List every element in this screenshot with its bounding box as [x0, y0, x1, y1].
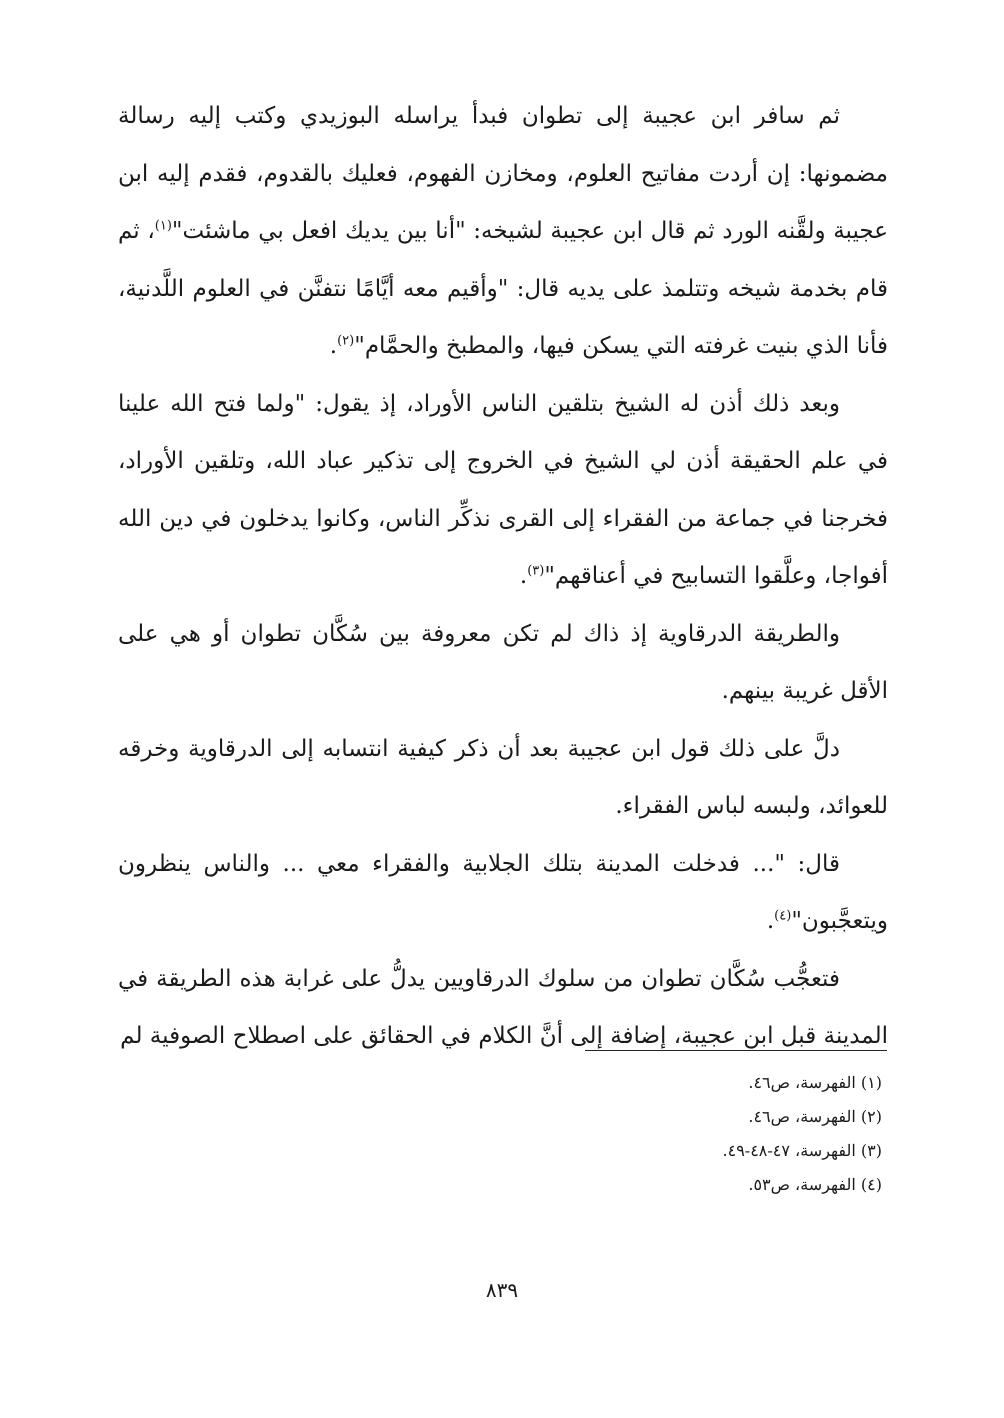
paragraph-5	[118, 836, 888, 951]
paragraph-6	[118, 951, 888, 1066]
paragraph-2-end: .	[519, 563, 528, 589]
footnote-ref-3: (٣)	[527, 563, 545, 579]
footnote-ref-1: (١)	[154, 218, 172, 234]
paragraph-1-text: ثم سافر ابن عجيبة إلى تطوان فبدأ يراسله البوزيدي وكتب إليه رسالة مضمونها: إن أردت مفاتيح العلوم، ومخازن الفهوم، فعليك بالقدوم، فقدم إليه ابن عجيبة ولقَّنه الورد ثم قال ابن عجيبة لشيخه: "أنا بين يديك افعل بي ماشئت"	[118, 103, 888, 244]
paragraph-1-end: .	[329, 333, 338, 359]
footnote-4: (٤) الفهرسة، ص٥٣.	[748, 1175, 882, 1194]
paragraph-4-text: دلَّ على ذلك قول ابن عجيبة بعد أن ذكر كيفية انتسابه إلى الدرقاوية وخرقه للعوائد، ولبسه لباس الفقراء.	[118, 735, 888, 819]
footnote-ref-2: (٢)	[337, 333, 355, 349]
footnote-1: (١) الفهرسة، ص٤٦.	[748, 1073, 882, 1092]
paragraph-3	[118, 606, 888, 721]
footnote-separator	[585, 1050, 887, 1051]
paragraph-2	[118, 376, 888, 606]
paragraph-5-end: .	[766, 908, 775, 934]
main-text	[118, 88, 888, 1066]
paragraph-5-text: قال: "... فدخلت المدينة بتلك الجلابية والفقراء معي ... والناس ينظرون ويتعجَّبون"	[118, 850, 888, 934]
paragraph-1	[118, 88, 888, 376]
paragraph-2-text: وبعد ذلك أذن له الشيخ بتلقين الناس الأوراد، إذ يقول: "ولما فتح الله علينا في علم الحقيقة أذن لي الشيخ في الخروج إلى تذكير عباد الله، وتلقين الأوراد، فخرجنا في جماعة من الفقراء إلى القرى نذكِّر الناس، وكانوا يدخلون في دين الله أفواجا، وعلَّقوا التسابيح في أعناقهم"	[118, 390, 888, 589]
footnote-3: (٣) الفهرسة، ٤٧-٤٨-٤٩.	[722, 1141, 882, 1160]
paragraph-6-text: فتعجُّب سُكَّان تطوان من سلوك الدرقاويين يدلُّ على غرابة هذه الطريقة في المدينة قبل ابن عجيبة، إضافة إلى أنَّ الكلام في الحقائق على اصطلاح الصوفية لم	[118, 965, 888, 1049]
paragraph-1-cont: ، ثم قام بخدمة شيخه وتتلمذ على يديه قال: "وأقيم معه أيَّامًا نتفنَّن في العلوم اللَّدنية، فأنا الذي بنيت غرفته التي يسكن فيها، والمطبخ والحمَّام"	[118, 218, 888, 359]
footnote-ref-4: (٤)	[774, 908, 792, 924]
page-number: ٨٣٩	[485, 1278, 519, 1302]
footnotes	[388, 1066, 888, 1202]
footnote-2: (٢) الفهرسة، ص٤٦.	[748, 1107, 882, 1126]
paragraph-4	[118, 721, 888, 836]
paragraph-3-text: والطريقة الدرقاوية إذ ذاك لم تكن معروفة بين سُكَّان تطوان أو هي على الأقل غريبة بينهم.	[118, 620, 888, 704]
